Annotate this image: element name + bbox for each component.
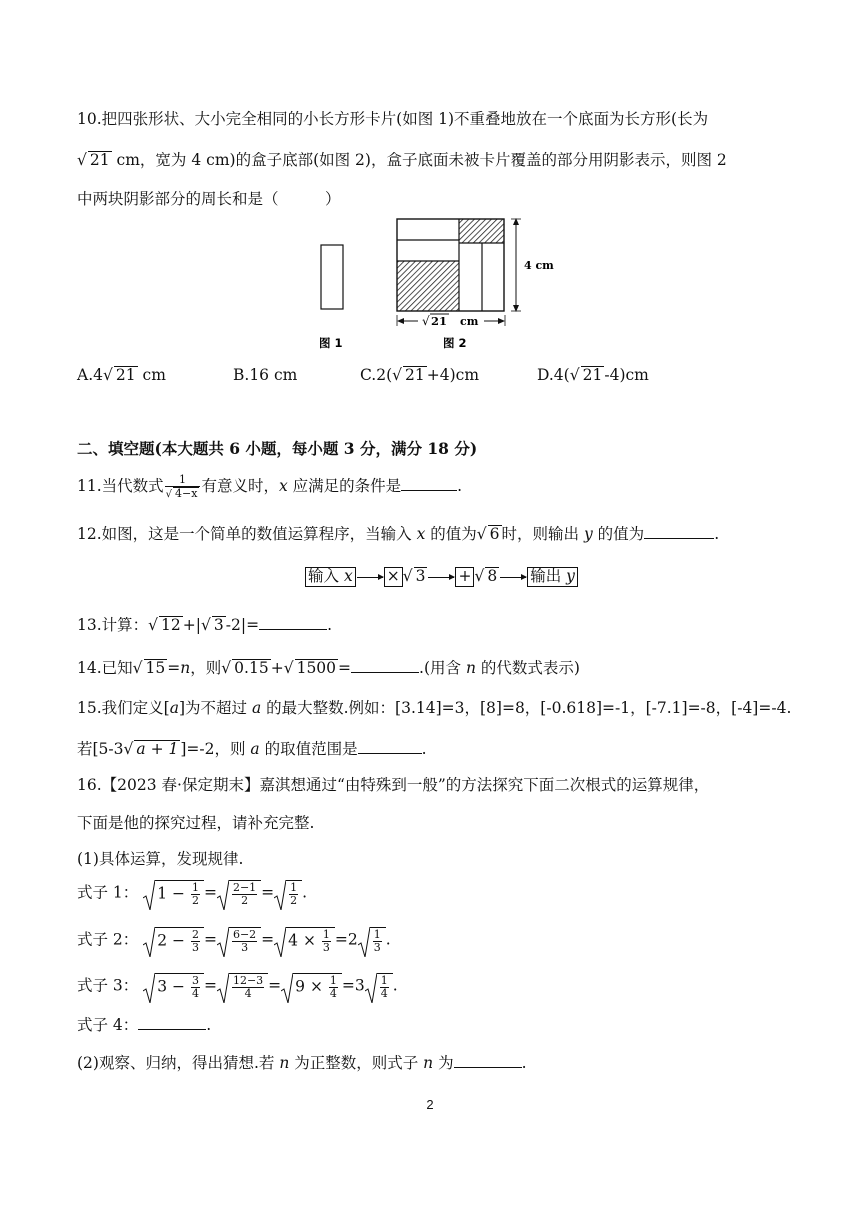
- q10-option-c: C.2(√ 21 +4)cm: [360, 366, 480, 384]
- q11-answer-blank[interactable]: [401, 476, 457, 491]
- q10-option-d: D.4(√ 21 -4)cm: [537, 366, 649, 384]
- q10-radicand: 21: [89, 151, 110, 169]
- flow-output-box: 输出 y: [527, 567, 578, 587]
- fig2-width-unit: cm: [460, 315, 479, 328]
- fig2-label: 图 2: [443, 336, 467, 350]
- flow-arrow: [500, 577, 526, 578]
- section2-title: 二、填空题(本大题共 6 小题，每小题 3 分，满分 18 分): [77, 439, 478, 458]
- q10-line2: [77, 151, 727, 170]
- fig2-box: [397, 219, 504, 311]
- q11: 11.当代数式 $\frac{1}{√ 4-x}$ 有意义时，x 应满足的条件是 .: [77, 473, 463, 501]
- q16-eq4-answer-blank[interactable]: [138, 1015, 206, 1030]
- q15-line2: 若[5-3√ a + 1 ]=-2，则 a 的取值范围是 .: [77, 740, 427, 758]
- q10-option-a: A.4√ 21 cm: [77, 366, 166, 384]
- fig2-width-radicand: 21: [431, 314, 448, 328]
- q12-answer-blank[interactable]: [644, 524, 714, 539]
- q10-line3: 中两块阴影部分的周长和是（ ）: [77, 190, 341, 208]
- q13-answer-blank[interactable]: [259, 615, 327, 630]
- q12-flowchart: 输入 x × √ 3 + √ 8 输出 y: [305, 567, 578, 587]
- q10-option-b: B.16 cm: [233, 366, 298, 384]
- fig2-height-label: 4 cm: [524, 259, 554, 272]
- fig1-card: [321, 245, 343, 309]
- q12: 12.如图，这是一个简单的数值运算程序，当输入 x 的值为√ 6 时，则输出 y 的值为 .: [77, 525, 720, 543]
- q16-line2: 下面是他的探究过程，请补充完整.: [77, 814, 315, 832]
- q14: 14.已知√ 15 =n，则√ 0.15 +√ 1500 = .(用含 n 的代数式表示): [77, 659, 580, 677]
- q15-line1: 15.我们定义[a]为不超过 a 的最大整数.例如：[3.14]=3，[8]=8，[-0.618]=-1，[-7.1]=-8，[-4]=-4.: [77, 699, 792, 717]
- q16-part2: (2)观察、归纳，得出猜想.若 n 为正整数，则式子 n 为 .: [77, 1054, 527, 1072]
- option-d-radicand: 21: [582, 366, 603, 384]
- q10-figure: [300, 212, 560, 354]
- q16-line1: 16.【2023 春·保定期末】嘉淇想通过“由特殊到一般”的方法探究下面二次根式的运算规律，: [77, 776, 710, 794]
- sqrt-symbol: √: [77, 151, 87, 169]
- q13: 13.计算：√ 12 +|√ 3 -2|= .: [77, 616, 333, 634]
- flow-plus-box: +: [455, 567, 474, 587]
- flow-times-box: ×: [384, 567, 403, 587]
- q16-eq3: 式子 3： 3 − $\frac{3}{4}$ = $\frac{12-3}{4}$ = 9 × $\frac{1}{4}$ =3 $\frac{1}{4}$ .: [77, 973, 398, 1000]
- q15-answer-blank[interactable]: [358, 739, 422, 754]
- q11-fraction: $\frac{1}{√ 4-x}$: [165, 474, 201, 500]
- q16-eq1: 式子 1： 1 − $\frac{1}{2}$ = $\frac{2-1}{2}$ = $\frac{1}{2}$ .: [77, 880, 307, 907]
- page-number: 2: [426, 1097, 434, 1112]
- q10-line2-text: cm，宽为 4 cm)的盒子底部(如图 2)，盒子底面未被卡片覆盖的部分用阴影表示，则图 2: [111, 151, 727, 169]
- q16-eq4: 式子 4： .: [77, 1016, 212, 1034]
- flow-arrow: [357, 577, 383, 578]
- q16-eq2: 式子 2： 2 − $\frac{2}{3}$ = $\frac{6-2}{3}$ = 4 × $\frac{1}{3}$ =2 $\frac{1}{3}$ .: [77, 927, 391, 954]
- svg-text:√: √: [422, 314, 430, 328]
- q16-part1: (1)具体运算，发现规律.: [77, 850, 244, 868]
- fig1-label: 图 1: [319, 336, 343, 350]
- flow-arrow: [428, 577, 454, 578]
- q16-part2-answer-blank[interactable]: [454, 1053, 522, 1068]
- q14-answer-blank[interactable]: [351, 658, 419, 673]
- option-a-radicand: 21: [115, 366, 136, 384]
- option-c-radicand: 21: [405, 366, 425, 384]
- flow-input-box: 输入 x: [305, 567, 356, 587]
- q10-line1: 10.把四张形状、大小完全相同的小长方形卡片(如图 1)不重叠地放在一个底面为长方形(长为: [77, 110, 709, 128]
